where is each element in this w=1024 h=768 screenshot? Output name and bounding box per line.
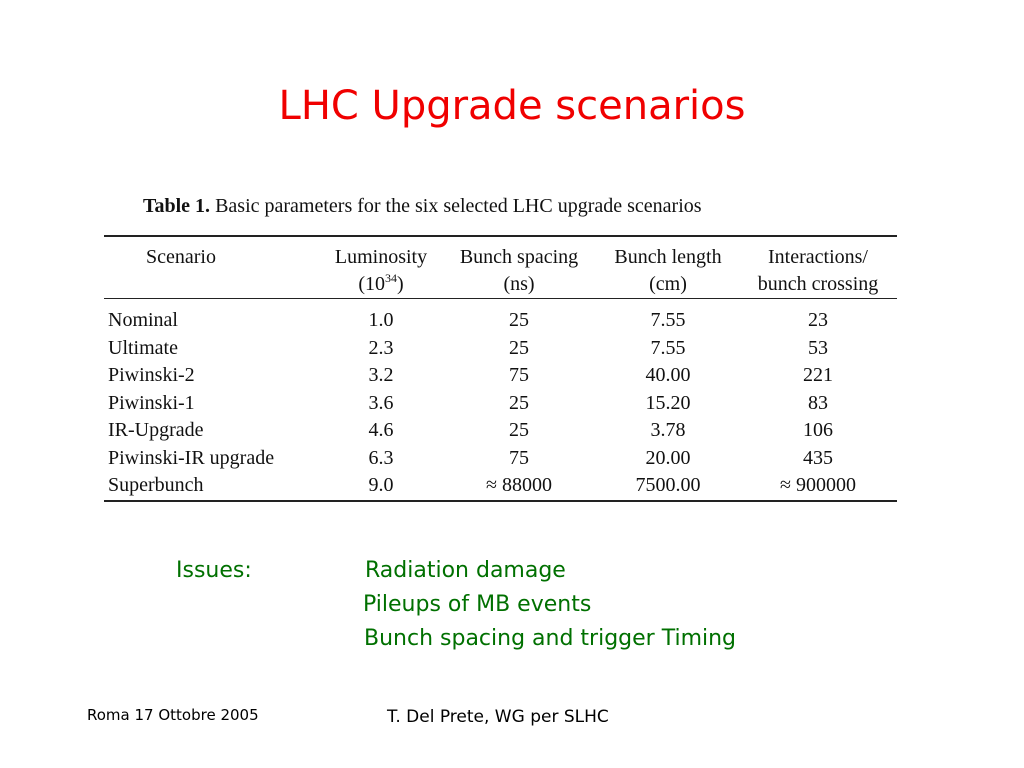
header-luminosity: Luminosity xyxy=(334,246,428,268)
cell-length: 7.55 xyxy=(650,309,686,331)
cell-length: 20.00 xyxy=(645,447,691,469)
footer-author: T. Del Prete, WG per SLHC xyxy=(387,707,609,727)
header-luminosity-unit: $(10^{34})$ xyxy=(358,271,404,295)
cell-luminosity: 4.6 xyxy=(368,419,394,441)
cell-length: 3.78 xyxy=(650,419,686,441)
cell-spacing: 25 xyxy=(509,337,529,359)
header-scenario: Scenario xyxy=(146,246,216,268)
cell-interactions: 435 xyxy=(803,447,833,469)
cell-length: 7.55 xyxy=(650,337,686,359)
cell-interactions: 83 xyxy=(808,392,828,414)
table-caption-label: Table 1. xyxy=(143,195,211,217)
cell-length: 15.20 xyxy=(645,392,691,414)
header-bunch-spacing: Bunch spacing xyxy=(459,246,579,268)
header-interactions: Interactions/ xyxy=(768,246,868,268)
issue-item: Pileups of MB events xyxy=(363,592,592,617)
table-caption-text: Basic parameters for the six selected LHC upgrade scenarios xyxy=(215,195,702,217)
cell-scenario: Superbunch xyxy=(108,474,204,496)
cell-luminosity: 1.0 xyxy=(368,309,394,331)
issue-item: Radiation damage xyxy=(365,558,566,583)
cell-spacing: 75 xyxy=(509,447,529,469)
cell-scenario: Piwinski-2 xyxy=(108,364,195,386)
cell-interactions: ≈ 900000 xyxy=(780,474,856,496)
cell-scenario: Piwinski-1 xyxy=(108,392,195,414)
cell-length: 40.00 xyxy=(645,364,691,386)
cell-luminosity: 2.3 xyxy=(368,337,394,359)
header-interactions-unit: bunch crossing xyxy=(757,273,879,295)
issue-item: Bunch spacing and trigger Timing xyxy=(364,626,737,651)
cell-scenario: Nominal xyxy=(108,309,178,331)
cell-spacing: 25 xyxy=(509,309,529,331)
cell-interactions: 53 xyxy=(808,337,828,359)
cell-luminosity: 3.2 xyxy=(368,364,394,386)
cell-scenario: Piwinski-IR upgrade xyxy=(108,447,275,469)
cell-spacing: 25 xyxy=(509,419,529,441)
cell-scenario: IR-Upgrade xyxy=(108,419,204,441)
table-header-rule xyxy=(104,298,897,299)
cell-luminosity: 3.6 xyxy=(368,392,394,414)
cell-spacing: 75 xyxy=(509,364,529,386)
cell-scenario: Ultimate xyxy=(108,337,178,359)
cell-luminosity: 6.3 xyxy=(368,447,394,469)
table-top-rule xyxy=(104,235,897,237)
header-bunch-length: Bunch length xyxy=(614,246,722,268)
slide-title: LHC Upgrade scenarios xyxy=(278,83,746,129)
header-bunch-length-unit: (cm) xyxy=(649,273,687,295)
table-bottom-rule xyxy=(104,500,897,502)
cell-luminosity: 9.0 xyxy=(368,474,394,496)
cell-spacing: 25 xyxy=(509,392,529,414)
cell-spacing: ≈ 88000 xyxy=(486,474,552,496)
footer-date: Roma 17 Ottobre 2005 xyxy=(87,706,259,724)
table-caption xyxy=(143,195,702,218)
cell-interactions: 106 xyxy=(803,419,833,441)
cell-interactions: 221 xyxy=(803,364,833,386)
header-bunch-spacing-unit: (ns) xyxy=(503,273,535,295)
cell-length: 7500.00 xyxy=(635,474,701,496)
cell-interactions: 23 xyxy=(808,309,828,331)
issues-label: Issues: xyxy=(176,558,252,583)
